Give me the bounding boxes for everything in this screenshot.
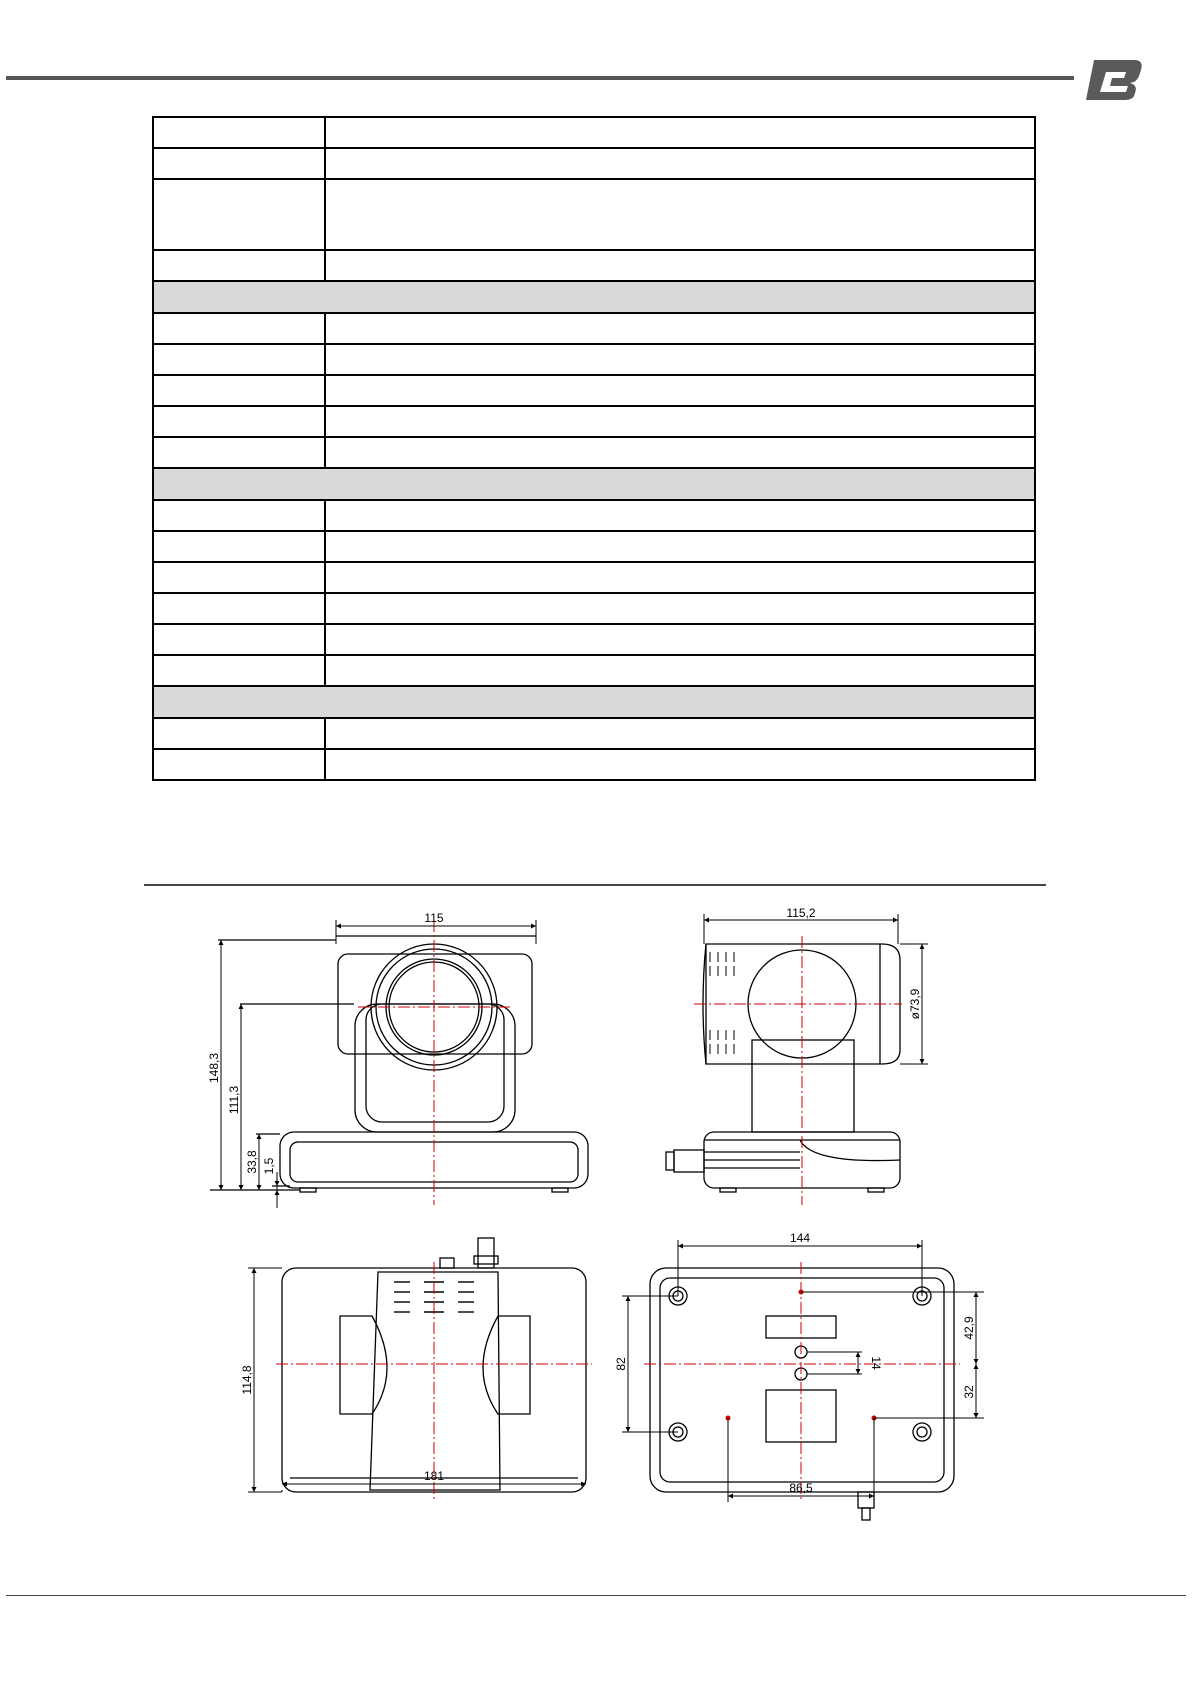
top-depth-label: 114,8	[240, 1365, 254, 1395]
bottom-hole-spacing-x-label: 144	[789, 1231, 811, 1245]
side-lens-diameter-label: ø73,9	[908, 988, 922, 1020]
side-view-drawing	[666, 944, 900, 1192]
side-depth-label: 115,2	[786, 906, 816, 920]
side-vent-slots	[710, 952, 734, 1054]
bottom-center-spacing-label: 14	[869, 1356, 883, 1370]
front-total-height-label: 148,3	[207, 1052, 221, 1084]
bottom-hole-offset-bottom-label: 32	[962, 1385, 976, 1399]
footer-rule	[6, 1595, 1186, 1596]
top-width-label: 181	[423, 1469, 445, 1483]
front-width-label: 115	[424, 911, 444, 925]
bottom-screw-spacing-label: 86,5	[789, 1481, 813, 1495]
front-base-height-label: 33,8	[245, 1150, 259, 1174]
front-foot-height-label: 1,5	[262, 1157, 276, 1175]
bottom-hole-spacing-y-label: 82	[614, 1357, 628, 1371]
front-axis-height-label: 111,3	[227, 1085, 241, 1115]
bottom-hole-offset-top-label: 42,9	[962, 1316, 976, 1340]
front-view-drawing	[210, 936, 588, 1192]
